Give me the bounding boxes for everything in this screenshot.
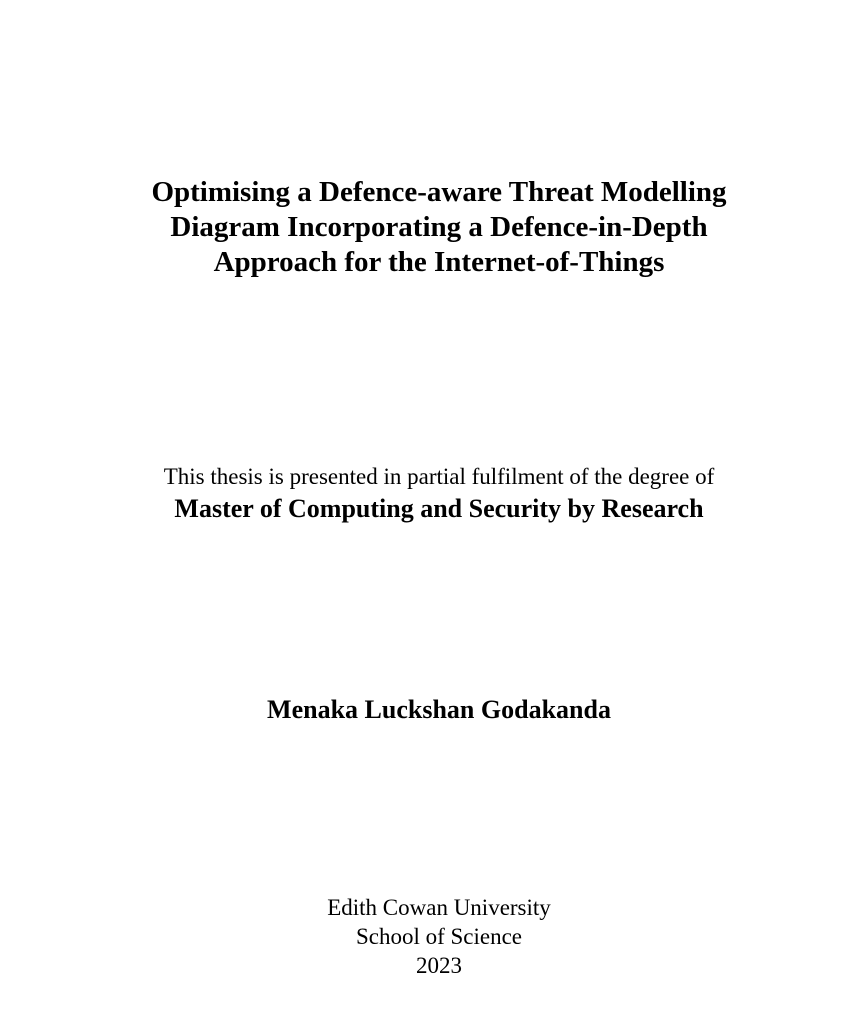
title-line-2: Diagram Incorporating a Defence-in-Depth [170, 211, 708, 243]
title-line-3: Approach for the Internet-of-Things [213, 246, 665, 278]
year: 2023 [416, 953, 462, 978]
university-name: Edith Cowan University [327, 895, 551, 920]
school-name: School of Science [355, 924, 523, 949]
degree-name: Master of Computing and Security by Research [174, 494, 704, 523]
submission-statement: This thesis is presented in partial fulfilment of the degree of [163, 464, 715, 489]
title-line-1: Optimising a Defence-aware Threat Modelling [151, 176, 727, 208]
author-name: Menaka Luckshan Godakanda [267, 695, 611, 724]
